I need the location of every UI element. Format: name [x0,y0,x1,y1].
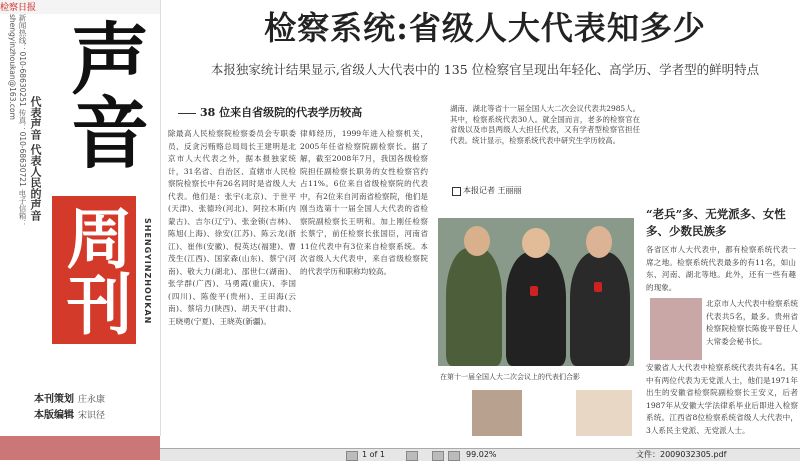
person-face [522,228,550,258]
contact-info: 新闻热线：010-68630251 传真：010-68630721 电子信箱：shengyinzhoukan@163.com [8,14,27,227]
masthead-subtitle: 周刊 [55,204,133,336]
brand-banner: 检察日报 [0,0,160,14]
heading-rule [178,113,196,114]
footer-logo [0,436,160,460]
portrait-photo [650,298,702,360]
masthead-title: 声音 [58,18,149,166]
staff-row [34,408,154,424]
article-column-4: 各省区市人大代表中，都有检察系统代表一席之地。检察系统代表最多的有11名，如山东、河南、湖北等地。此外，还有一些有趣的现象。 [646,245,796,292]
badge [594,282,602,292]
group-photo [438,218,634,366]
article-column-3: 湖南、湖北等省十一届全国人大二次会议代表共2985人。其中，检察系统代表30人。就全国而言，老多的检察官在省级以及市县两级人大担任代表，又有学者型检察官担任代表。统计显示，检察系统代表中研究生学历较高。 [450,104,640,145]
side-article-title: “老兵”多、无党派多、女性多、少数民族多 [646,207,786,238]
article-column-2: 律师经历，1999年进入检察机关，2005年任省检察院副检察长。据了解，截至2008年7月，我国各级检察院担任副检察长职务的女性检察官约占11%。6位来自省级检察院的代表中，有2位来自河南省检察院，他们是刚当选第十一届全国人大代表的省检察院副检察长王明和。加上刚任检察长蔡宁，前任检察长张国臣，河南省11位代表中有3位来自检察系统。本次省级人大代表中，来自省级检察院的代表学历和职称均较高。 [300,129,428,276]
zoom-level[interactable]: 99.02% [466,450,497,459]
portrait-photo [576,390,632,436]
page-indicator[interactable]: 1 of 1 [362,450,385,459]
article-column-1: 除最高人民检察院检察委员会专职委员、反贪污贿赂总局局长王建明是北京市人大代表之外，据本报独家统计，31名省、自治区、直辖市人民检察院检察长中有26名同时是省级人大代表。他们是：张宇(北京)、于世平(天津)、张德玲(河北)、阿拉木斯(内蒙古)、吉尔(辽宁)、张金锁(吉林)、陈旭(上海)、徐安(江苏)、陈云龙(浙江)、崔伟(安徽)、倪英达(福建)、曹茂生(江西)、国家森(山东)、蔡宁(河南)、敬大力(湖北)、邵世仁(湖南)、张学群(广西)、马勇霞(重庆)、李国(四川)、陈俊平(贵州)、王田海(云南)、蔡培力(陕西)、胡天平(甘肃)、王晓勇(宁夏)、王晓英(新疆)。 [168,129,296,326]
person-face [464,226,490,256]
section-heading-text: 38 位来自省级院的代表学历较高 [200,106,363,119]
staff-credits [34,392,154,432]
article-subhead: 本报独家统计结果显示,省级人大代表中的 135 位检察官呈现出年轻化、高学历、学者型的鲜明特点 [210,62,760,77]
badge [530,286,538,296]
staff-role: 本版编辑 [34,410,74,421]
viewer-toolbar [160,448,800,461]
article-column-6: 安徽省人大代表中检察系统代表共有4名。其中有两位代表为无党派人士，他们是1971年出生的安徽省检察院副检察长王安义，后者1987年从安徽大学法律系毕业后即进入检察系统。江西省8位检察系统省级人大代表中，3人系民主党派、无党派人士。 [646,363,798,435]
article-column-5: 北京市人大代表中检察系统代表共5名，最多。贵州省检察院检察长陈俊平曾任人大常委会秘书长。 [706,299,798,346]
person-face [586,226,612,258]
reporter-byline [452,184,592,198]
reporter-name: 本报记者 王丽丽 [463,186,522,195]
article-headline: 检察系统:省级人大代表知多少 [264,9,706,47]
staff-row [34,392,154,408]
portrait-photo [472,390,522,436]
staff-role: 本刊策划 [34,394,74,405]
staff-name: 庄永康 [78,395,106,405]
person-figure [506,252,566,366]
side-labels: 代表声音 代表人民的声音 [29,96,42,221]
section-heading [178,105,408,121]
person-figure [446,248,502,366]
masthead-pinyin: SHENGYINZHOUKAN [143,218,152,325]
byline-box-icon [452,187,461,196]
person-figure [570,252,630,366]
staff-name: 宋识径 [78,411,106,421]
file-name: 文件：2009032305.pdf [636,450,727,459]
photo-caption: 在第十一届全国人大二次会议上的代表们合影 [440,373,580,381]
